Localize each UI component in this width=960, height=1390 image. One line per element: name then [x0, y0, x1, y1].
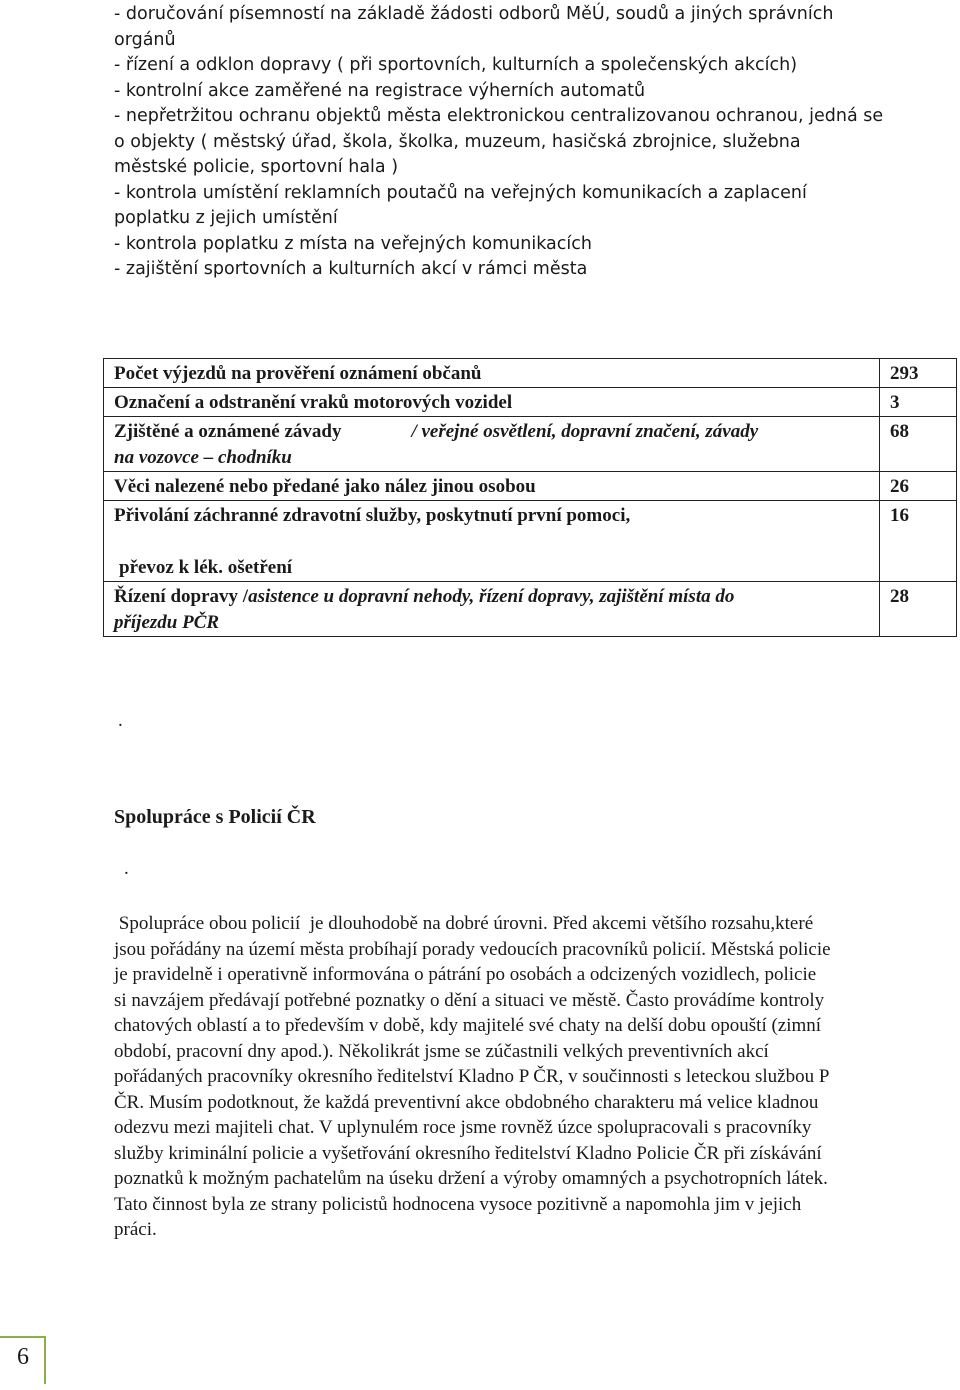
row-detail-continued: příjezdu PČR — [114, 612, 220, 633]
row-cell — [104, 417, 880, 472]
list-item: - kontrola poplatku z místa na veřejných komunikacích — [114, 233, 592, 254]
row-label: Zjištěné a oznámené závady — [114, 421, 342, 442]
paragraph-line: chatových oblastí a to především v době, kdy majitelé své chaty na delší dobu opouští (zimní — [114, 1015, 822, 1036]
paragraph-line: období, pracovní dny apod.). Několikrát jsme se zúčastnili velkých preventivních akcí — [114, 1040, 769, 1062]
row-value: 28 — [880, 582, 957, 637]
row-value: 26 — [880, 472, 957, 501]
row-value: 3 — [880, 388, 957, 417]
row-cell — [104, 501, 880, 582]
paragraph-line: ČR. Musím podotknout, že každá preventivní akce obdobného charakteru má velice kladnou — [114, 1091, 819, 1113]
list-item: poplatku z jejich umístění — [114, 208, 338, 228]
row-label-continued: převoz k lék. ošetření — [119, 557, 293, 578]
paragraph-line: je pravidelně i operativně informována o pátrání po osobách a odcizených vozidlech, policie — [114, 964, 817, 985]
row-detail: asistence u dopravní nehody, řízení dopravy, zajištění místa do — [248, 586, 735, 607]
list-item: - kontrolní akce zaměřené na registrace výherních automatů — [114, 80, 646, 101]
table-row — [104, 582, 957, 637]
paragraph-line: práci. — [114, 1219, 157, 1240]
list-item: - kontrola umístění reklamních poutačů na veřejných komunikacích a zaplacení — [114, 182, 807, 203]
list-item: městské policie, sportovní hala ) — [114, 157, 399, 177]
paragraph-line: jsou pořádány na území města probíhají porady vedoucích pracovníků policií. Městská policie — [114, 938, 831, 960]
paragraph-line: pořádaných pracovníky okresního ředitelství Kladno P ČR, v součinnosti s leteckou službou P — [114, 1066, 830, 1087]
list-item: - nepřetržitou ochranu objektů města elektronickou centralizovanou ochranou, jedná se — [114, 106, 884, 126]
cooperation-paragraph — [114, 911, 956, 1243]
row-value: 68 — [880, 417, 957, 472]
row-detail: / veřejné osvětlení, dopravní značení, závady — [411, 421, 759, 442]
statistics-table — [103, 358, 957, 637]
duties-list — [114, 2, 914, 283]
list-item: - řízení a odklon dopravy ( při sportovních, kulturních a společenských akcích) — [114, 55, 798, 75]
row-label: Počet výjezdů na prověření oznámení občanů — [104, 359, 880, 388]
paragraph-line: odezvu mezi majiteli chat. V uplynulém roce jsme rovněž úzce spolupracovali s pracovníky — [114, 1117, 812, 1138]
list-item: orgánů — [114, 29, 176, 50]
list-item: - doručování písemností na základě žádosti odborů MěÚ, soudů a jiných správních — [114, 4, 834, 24]
paragraph-line: Tato činnost byla ze strany policistů hodnocena vysoce pozitivně a napomohla jim v jejich — [114, 1193, 802, 1215]
row-cell — [104, 582, 880, 637]
table-row — [104, 388, 957, 417]
stray-dot: . — [124, 858, 129, 879]
row-label: Přivolání záchranné zdravotní služby, poskytnutí první pomoci, — [114, 505, 631, 526]
paragraph-line: služby kriminální policie a vyšetřování okresního ředitelství Kladno Policie ČR při získávání — [114, 1142, 822, 1164]
table-row — [104, 417, 957, 472]
row-value: 293 — [880, 359, 957, 388]
paragraph-line: poznatků k možným pachatelům na úseku držení a výroby omamných a psychotropních látek. — [114, 1168, 828, 1189]
table-row — [104, 472, 957, 501]
row-label: Řízení dopravy / — [114, 586, 249, 607]
table-row — [104, 501, 957, 582]
row-value: 16 — [880, 501, 957, 582]
paragraph-line: Spolupráce obou policií je dlouhodobě na dobré úrovni. Před akcemi většího rozsahu,které — [114, 913, 814, 934]
section-heading: Spolupráce s Policií ČR — [114, 806, 316, 828]
stray-dot: . — [118, 710, 123, 731]
list-item: - zajištění sportovních a kulturních akcí v rámci města — [114, 259, 588, 279]
row-detail-continued: na vozovce – chodníku — [114, 447, 292, 468]
list-item: o objekty ( městský úřad, škola, školka, muzeum, hasičská zbrojnice, služebna — [114, 131, 801, 152]
paragraph-line: si navzájem předávají potřebné poznatky o dění a situaci ve městě. Často provádíme kontroly — [114, 989, 825, 1011]
page-number: 6 — [17, 1344, 29, 1370]
row-label: Věci nalezené nebo předané jako nález jinou osobou — [104, 472, 880, 501]
row-label: Označení a odstranění vraků motorových vozidel — [104, 388, 880, 417]
table-row — [104, 359, 957, 388]
